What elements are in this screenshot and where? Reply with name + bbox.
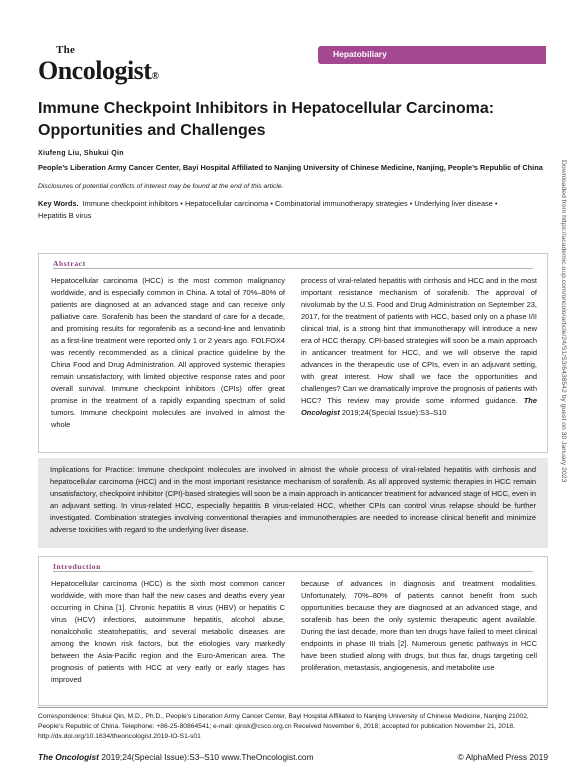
footer-copyright: © AlphaMed Press 2019 xyxy=(457,752,548,762)
download-side-text: Downloaded from https://academic.oup.com/oncolo/article/24/S1/S3/6438542 by guest on 30 January 2023 xyxy=(560,160,567,483)
download-side-note xyxy=(559,160,573,600)
abstract-right-column: process of viral-related hepatitis with cirrhosis and HCC and in the most important resistance mechanism of sorafenib. The approval of nivolumab by the U.S. Food and Drug Administration on September 23, 2017, for the treatment of patients with HCC, based only on a phase I/II clinical trial, is a strong hint that immunotherapy will introduce a new era of HCC therapy. CPI-based strategies will soon be a main approach in anticancer treatment for HCC, and we will observe the rapid advances in the therapeutic use of CPIs, even in an adjuvant setting, with great interest. How shall we face the opportunities and challenges? Can we dramatically improve the prognosis of patients with HCC? This review may provide some informed guidance. The Oncologist 2019;24(Special Issue):S3–S10 xyxy=(301,276,537,417)
abstract-heading: Abstract xyxy=(53,259,86,268)
article-title: Immune Checkpoint Inhibitors in Hepatocellular Carcinoma: Opportunities and Challenges xyxy=(38,100,495,139)
introduction-heading: Introduction xyxy=(53,562,101,571)
implications-for-practice: Implications for Practice: Immune checkpoint molecules are involved in almost the whole process of viral-related hepatitis with cirrhosis and hepatocellular carcinoma (HCC) and in the most important resistance mechanism of sorafenib. As all approved systemic therapies in HCC remain unsatisfactory, checkpoint inhibitor (CPI)-based strategies will soon be a main approach in anticancer treatment for advanced stage of HCC, even in an adjuvant setting. In virus-related HCC, especially hepatitis B virus-related HCC, whether CPIs can control virus relapse should be further investigated. Combination strategies involving conventional therapies and immunotherapies are needed to increase clinical benefit and minimize adverse toxicities with regard to the underlying liver disease. xyxy=(38,458,548,548)
disclosure-note: Disclosures of potential conflicts of interest may be found at the end of this article. xyxy=(38,183,284,190)
abstract-rule xyxy=(53,268,533,269)
abstract-cite-rest: 2019;24(Special Issue):S3–S10 xyxy=(339,408,447,417)
authors: Xiufeng Liu, Shukui Qin xyxy=(38,150,124,157)
introduction-right-column: because of advances in diagnosis and treatment modalities. Unfortunately, 70%–80% of patients cannot benefit from such opportunities because they are diagnosed at an advanced stage, and sorafenib has been the only systemic therapeutic agent available. During the last decade, more than ten drugs have failed to meet clinical endpoints in phase III trials [2]. Numerous genetic pathways in HCC have been studied along with drugs, but thus far, drugs targeting cell proliferation, metastasis, angiogenesis, and metabolite use xyxy=(301,579,537,672)
introduction-box xyxy=(38,556,548,706)
affiliation: People’s Liberation Army Cancer Center, Bayi Hospital Affiliated to Nanjing University of Chinese Medicine, Nanjing, People’s Republic of China xyxy=(38,163,543,172)
introduction-left-column: Hepatocellular carcinoma (HCC) is the sixth most common cancer worldwide, with more than half the new cases and deaths every year occurring in China [1]. Chronic hepatitis B virus (HBV) or hepatitis C virus (HCV) infections, autoimmune hepatitis, alcohol abuse, nonalcoholic steatohepatitis, and several metabolic diseases are among the known risk factors, but the etiologies vary markedly between the Asia-Pacific region and the Euro-American area. The prognosis of patients with HCC at very early or early stages has improved xyxy=(51,579,285,684)
abstract-cite-journal: The Oncologist xyxy=(301,396,537,417)
abstract-left-column: Hepatocellular carcinoma (HCC) is the most common malignancy worldwide, and is especially common in China. A total of 70%–80% of patients are diagnosed at an advanced stage and can receive only palliative care. Sorafenib has been the standard of care for a decade, and promising results for regorafenib as a second-line and lenvatinib as a first-line treatment were reported only 1 or 2 years ago. FOLFOX4 was recently recommended as a clinical practice guideline by the China Food and Drug Administration. All approved systemic therapies remain unsatisfactory, with limited objective response rates and poor overall survival. Immune checkpoint inhibitors (CPIs) offer great promise in the treatment of a rapidly expanding spectrum of solid tumors. Immune checkpoint molecules are involved in almost the whole xyxy=(51,276,285,429)
logo-the: The xyxy=(56,44,76,56)
logo-name: Oncologist® xyxy=(38,56,159,85)
keywords xyxy=(38,198,498,222)
page-footer xyxy=(38,752,548,762)
keywords-label: Key Words. xyxy=(38,199,79,208)
journal-logo xyxy=(38,44,159,90)
keywords-text: Immune checkpoint inhibitors • Hepatocellular carcinoma • Combinatorial immunotherapy strategies • Underlying liver disease • Hepatitis B virus xyxy=(38,199,498,220)
section-tag: Hepatobiliary xyxy=(318,46,546,64)
footer-issue: 2019;24(Special Issue):S3–S10 www.TheOncologist.com xyxy=(98,752,314,762)
correspondence-note: Correspondence: Shukui Qin, M.D., Ph.D., People’s Liberation Army Cancer Center, Bayi Hospital Affiliated to Nanjing University of Chinese Medicine, Nanjing 21002, People’s Republic of China. Telephone: +86-25-80864541; e-mail: qinsk@csco.org.cn Received November 6, 2018; accepted for publication November 21, 2018. http://dx.doi.org/10.1634/theoncologist.2019-IO-S1-s01 xyxy=(38,707,548,742)
abstract-box xyxy=(38,253,548,453)
introduction-rule xyxy=(53,571,533,572)
footer-journal: The Oncologist xyxy=(38,752,99,762)
